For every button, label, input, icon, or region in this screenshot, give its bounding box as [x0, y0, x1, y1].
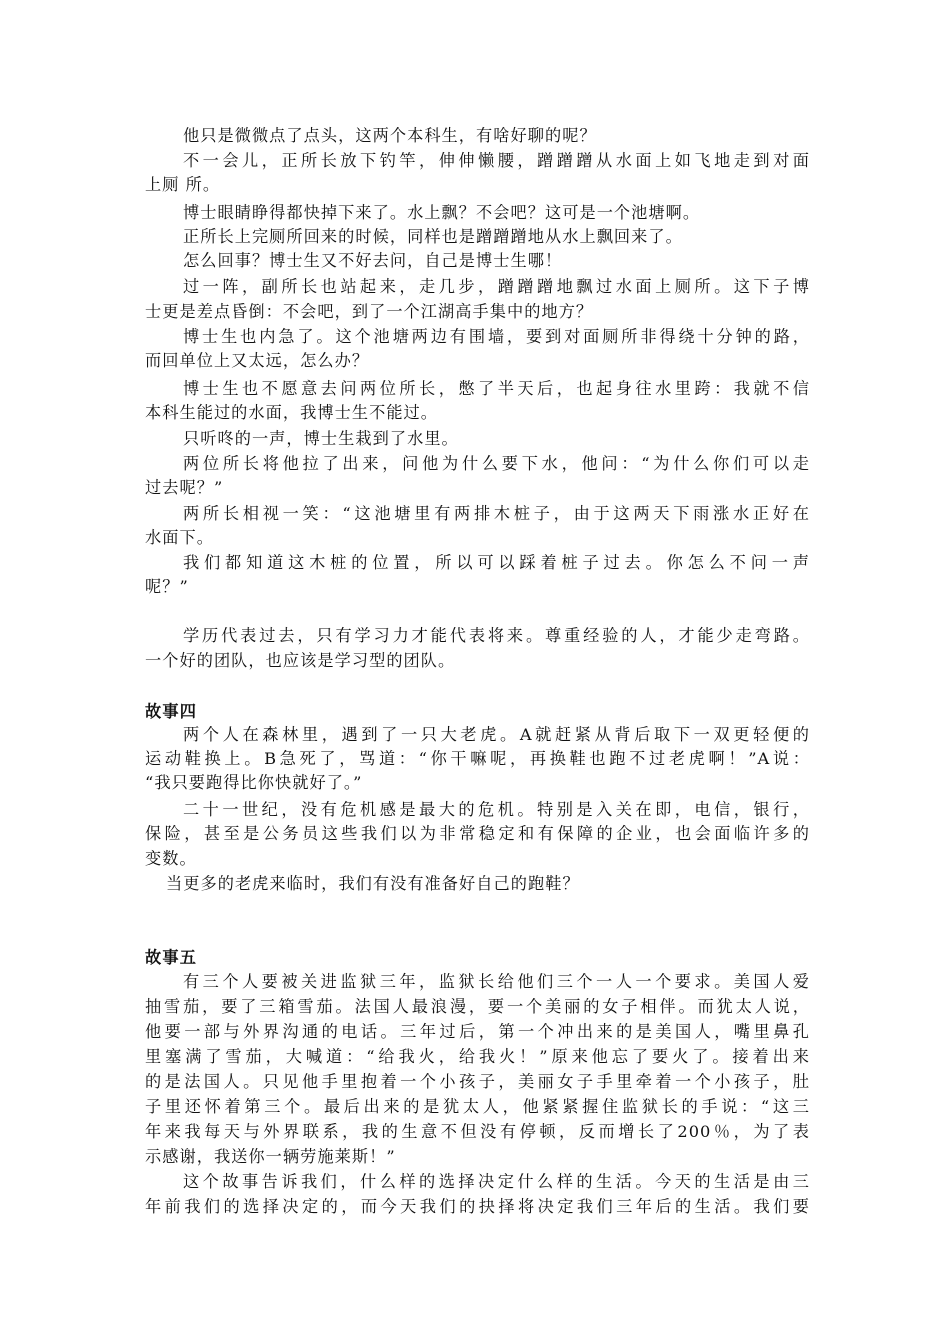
paragraph-line: 博士生也不愿意去问两位所长，憋了半天后，也起身往水里跨：我就不信: [183, 379, 810, 398]
paragraph-line: 只听咚的一声，博士生栽到了水里。: [183, 429, 459, 448]
paragraph-line: 抽雪茄，要了三箱雪茄。法国人最浪漫，要一个美丽的女子相伴。而犹太人说，: [145, 997, 810, 1016]
paragraph-line: 他只是微微点了点头，这两个本科生，有啥好聊的呢？: [183, 126, 597, 145]
paragraph-line: 两位所长将他拉了出来，问他为什么要下水，他问：“为什么你们可以走: [183, 454, 810, 473]
paragraph-line: 正所长上完厕所回来的时候，同样也是蹭蹭蹭地从水上飘回来了。: [183, 227, 683, 246]
paragraph-line: 变数。: [145, 849, 197, 868]
paragraph-line: 本科生能过的水面，我博士生不能过。: [145, 403, 439, 422]
paragraph-line: 两个人在森林里，遇到了一只大老虎。A就赶紧从背后取下一双更轻便的: [183, 725, 810, 744]
paragraph-line: 保险，甚至是公务员这些我们以为非常稳定和有保障的企业，也会面临许多的: [145, 824, 810, 843]
paragraph-line: 呢？”: [145, 577, 189, 596]
paragraph-line: 一个好的团队，也应该是学习型的团队。: [145, 651, 456, 670]
paragraph-line: 过一阵，副所长也站起来，走几步，蹭蹭蹭地飘过水面上厕所。这下子博: [183, 277, 810, 296]
paragraph-line: 这个故事告诉我们，什么样的选择决定什么样的生活。今天的生活是由三: [183, 1172, 810, 1191]
paragraph-line: 而回单位上又太远，怎么办？: [145, 351, 370, 370]
paragraph-line: 里塞满了雪茄，大喊道：“给我火，给我火！”原来他忘了要火了。接着出来: [145, 1047, 810, 1066]
paragraph-line: 年来我每天与外界联系，我的生意不但没有停顿，反而增长了200％，为了表: [145, 1122, 810, 1141]
paragraph-line: 当更多的老虎来临时，我们有没有准备好自己的跑鞋？: [166, 874, 580, 893]
paragraph-line: 怎么回事？博士生又不好去问，自己是博士生哪！: [183, 251, 563, 270]
paragraph-line: 学历代表过去，只有学习力才能代表将来。尊重经验的人，才能少走弯路。: [183, 626, 810, 645]
paragraph-line: 博士生也内急了。这个池塘两边有围墙，要到对面厕所非得绕十分钟的路，: [183, 327, 810, 346]
paragraph-line: 上厕 所。: [145, 175, 221, 194]
paragraph-line: 有三个人要被关进监狱三年，监狱长给他们三个一人一个要求。美国人爱: [183, 972, 810, 991]
paragraph-line: 我们都知道这木桩的位置，所以可以踩着桩子过去。你怎么不问一声: [183, 553, 810, 572]
paragraph-line: 二十一世纪，没有危机感是最大的危机。特别是入关在即，电信，银行，: [183, 800, 810, 819]
paragraph-line: 不一会儿，正所长放下钓竿，伸伸懒腰，蹭蹭蹭从水面上如飞地走到对面: [183, 151, 810, 170]
paragraph-line: 示感谢，我送你一辆劳施莱斯！”: [145, 1147, 396, 1166]
paragraph-line: 年前我们的选择决定的，而今天我们的抉择将决定我们三年后的生活。我们要: [145, 1197, 810, 1216]
paragraph-line: 子里还怀着第三个。最后出来的是犹太人，他紧紧握住监狱长的手说：“这三: [145, 1097, 810, 1116]
paragraph-line: 两所长相视一笑：“这池塘里有两排木桩子，由于这两天下雨涨水正好在: [183, 504, 810, 523]
paragraph-line: 士更是差点昏倒：不会吧，到了一个江湖高手集中的地方？: [145, 302, 594, 321]
paragraph-line: 他要一部与外界沟通的电话。三年过后，第一个冲出来的是美国人，嘴里鼻孔: [145, 1022, 810, 1041]
paragraph-line: 水面下。: [145, 528, 214, 547]
section-heading: 故事五: [145, 948, 198, 967]
paragraph-line: 过去呢？”: [145, 478, 224, 497]
paragraph-line: 的是法国人。只见他手里抱着一个小孩子，美丽女子手里牵着一个小孩子，肚: [145, 1072, 810, 1091]
paragraph-line: 运动鞋换上。B急死了，骂道：“你干嘛呢，再换鞋也跑不过老虎啊！”A说：: [145, 749, 810, 768]
section-heading: 故事四: [145, 702, 198, 721]
paragraph-line: “我只要跑得比你快就好了。”: [145, 773, 363, 792]
paragraph-line: 博士眼睛睁得都快掉下来了。水上飘？不会吧？这可是一个池塘啊。: [183, 203, 701, 222]
